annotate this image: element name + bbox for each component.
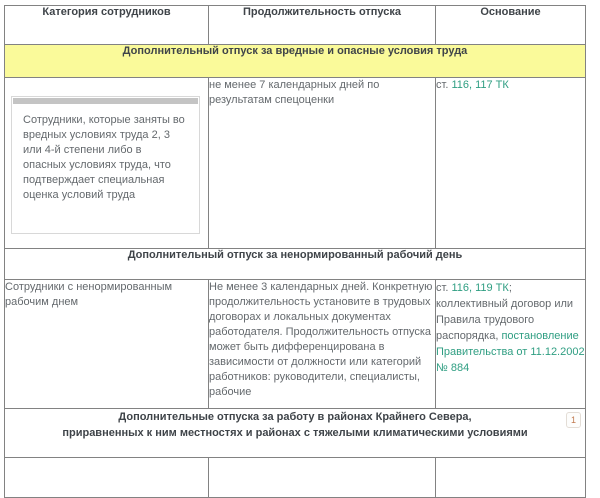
section-row-harmful — [5, 45, 586, 78]
selected-text-block[interactable] — [11, 96, 200, 234]
law-link-116-119[interactable]: 116, 119 ТК — [451, 282, 509, 294]
table-header-row — [5, 6, 586, 45]
vacation-table-container — [4, 5, 585, 498]
footnote-marker[interactable]: 1 — [566, 412, 581, 428]
cell-harmful-basis — [436, 78, 586, 249]
cell-irregular-duration: Не менее 3 календарных дней. Конкретную продолжительность установите в трудовых договорах и локальных документах работодателя. Продолжительность отпуска может быть дифференцирована в зависимости от должности или категорий работников: руководители, специалисты, рабочие — [209, 280, 436, 409]
cell-harmful-category — [5, 78, 209, 249]
section-title-harmful: Дополнительный отпуск за вредные и опасные условия труда — [5, 45, 586, 78]
section-title-irregular: Дополнительный отпуск за ненормированный рабочий день — [5, 249, 586, 280]
basis-middle-text: ; коллективный договор или Правила трудового распорядка, — [436, 282, 574, 342]
section-row-irregular — [5, 249, 586, 280]
header-basis: Основание — [436, 6, 586, 45]
table-row-irregular — [5, 280, 586, 409]
north-title-line1: Дополнительные отпуска за работу в районах Крайнего Севера, — [118, 411, 472, 423]
vacation-table — [4, 5, 586, 498]
basis-prefix: ст. — [436, 79, 452, 91]
header-category: Категория сотрудников — [5, 6, 209, 45]
law-link-116-117[interactable]: 116, 117 ТК — [451, 79, 509, 91]
header-duration: Продолжительность отпуска — [209, 6, 436, 45]
section-title-north — [5, 409, 586, 458]
harmful-category-text: Сотрудники, которые заняты во вредных условиях труда 2, 3 или 4-й степени либо в опасных условиях труда, что подтверждает специальная оценка условий труда — [23, 114, 185, 201]
cell-harmful-duration: не менее 7 календарных дней по результатам спецоценки — [209, 78, 436, 249]
decree-link-884[interactable]: постановление Правительства от 11.12.2002 № 884 — [436, 330, 585, 374]
north-title-line2: приравненных к ним местностях и районах с тяжелыми климатическими условиями — [62, 427, 528, 439]
section-row-north — [5, 409, 586, 458]
basis-prefix: ст. — [436, 282, 452, 294]
table-row-harmful — [5, 78, 586, 249]
cell-irregular-category: Сотрудники с ненормированным рабочим днем — [5, 280, 209, 409]
cell-irregular-basis — [436, 280, 586, 409]
selection-handle-bar[interactable] — [13, 98, 198, 104]
